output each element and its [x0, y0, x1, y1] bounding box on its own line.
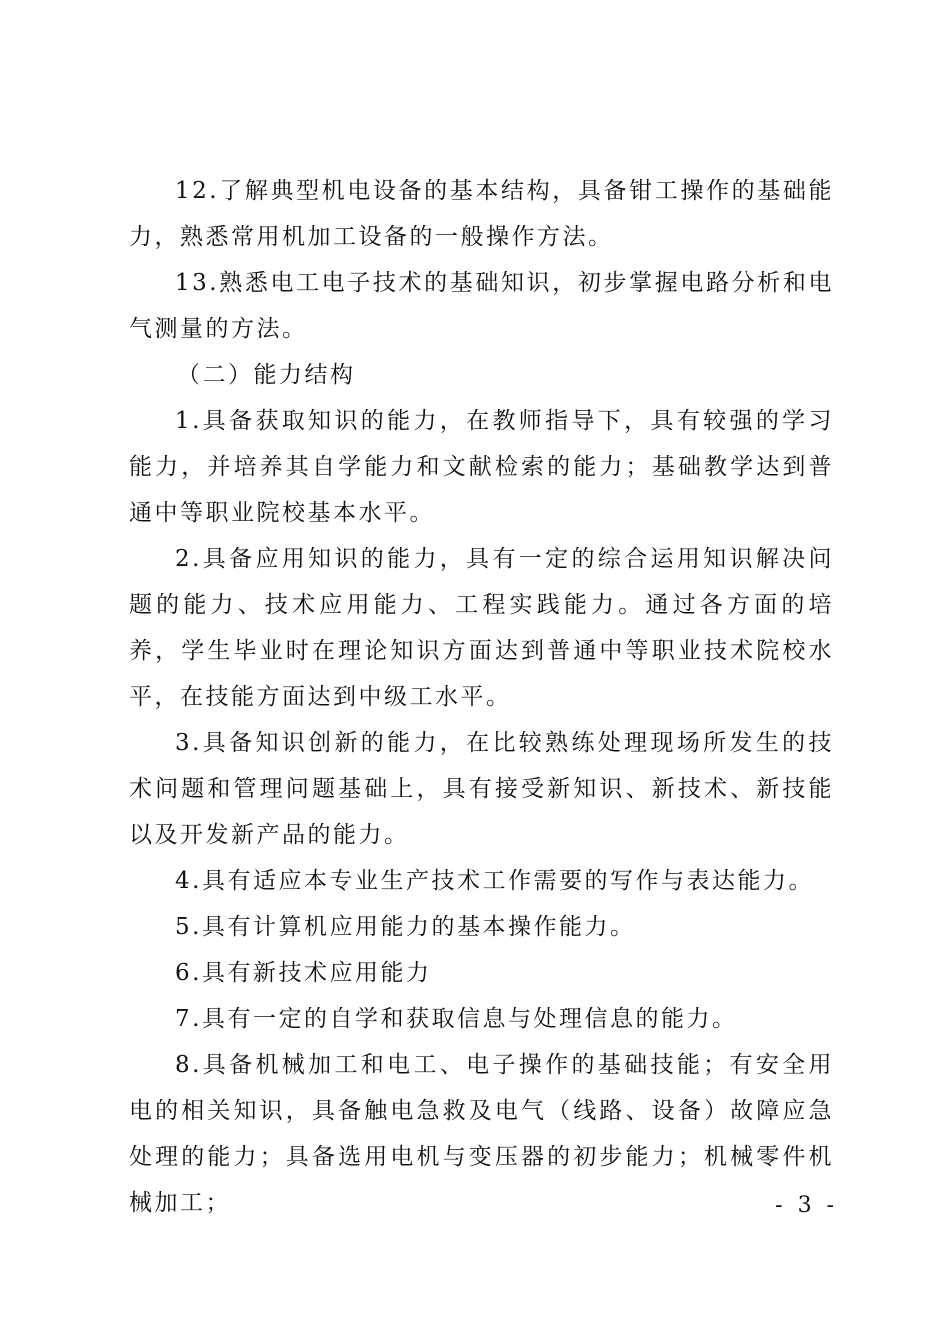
paragraph-ability-2: 2.具备应用知识的能力，具有一定的综合运用知识解决问题的能力、技术应用能力、工程实践能力。通过各方面的培养，学生毕业时在理论知识方面达到普通中等职业技术院校水平，在技能方面达到中级工水平。: [129, 546, 834, 710]
paragraph-ability-6: 6.具有新技术应用能力: [175, 960, 432, 986]
paragraph-ability-1: 1.具备获取知识的能力，在教师指导下，具有较强的学习能力，并培养其自学能力和文献检索的能力；基础教学达到普通中等职业院校基本水平。: [129, 408, 834, 526]
paragraph-ability-7: 7.具有一定的自学和获取信息与处理信息的能力。: [175, 1006, 738, 1032]
paragraph-ability-8: 8.具备机械加工和电工、电子操作的基础技能；有安全用电的相关知识，具备触电急救及电气（线路、设备）故障应急处理的能力；具备选用电机与变压器的初步能力；机械零件机械加工；: [129, 1052, 834, 1216]
document-body: [129, 168, 834, 1226]
paragraph-ability-5: 5.具有计算机应用能力的基本操作能力。: [175, 914, 636, 940]
paragraph-knowledge-12: 12.了解典型机电设备的基本结构，具备钳工操作的基础能力，熟悉常用机加工设备的一般操作方法。: [129, 178, 834, 250]
section-heading-ability-structure: （二）能力结构: [177, 362, 356, 388]
paragraph-knowledge-13: 13.熟悉电工电子技术的基础知识，初步掌握电路分析和电气测量的方法。: [129, 270, 834, 342]
paragraph-ability-3: 3.具备知识创新的能力，在比较熟练处理现场所发生的技术问题和管理问题基础上，具有接受新知识、新技术、新技能以及开发新产品的能力。: [129, 730, 834, 848]
page-number: - 3 -: [775, 1193, 838, 1218]
paragraph-ability-4: 4.具有适应本专业生产技术工作需要的写作与表达能力。: [175, 868, 814, 894]
